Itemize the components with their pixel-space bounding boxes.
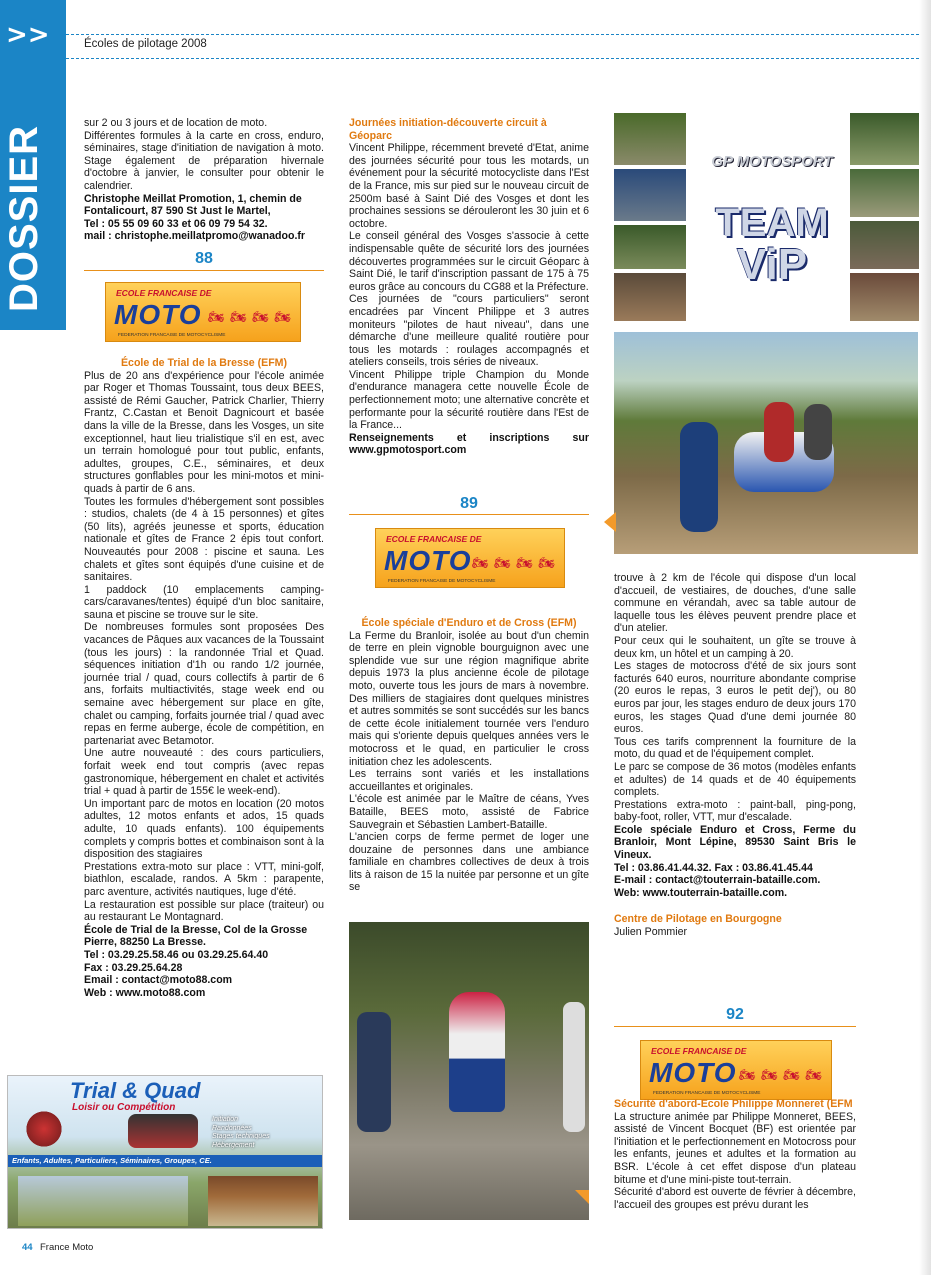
column-1-article: [84, 357, 324, 999]
thumbnail: [850, 169, 920, 217]
header-rule: [66, 34, 919, 35]
section-number: 88: [195, 250, 213, 267]
contact-email: mail : christophe.meillatpromo@wanadoo.fr: [84, 230, 306, 243]
rider-graphic: [764, 402, 794, 462]
contact-address: Christophe Meillat Promotion, 1, chemin de Fontalicourt, 87 590 St Just le Martel,: [84, 192, 302, 218]
paragraph: Pour ceux qui le souhaitent, un gîte se trouve à deux km, un hôtel et un camping à 20.: [614, 634, 856, 660]
rider-graphic: [804, 404, 832, 460]
efm-logo: [640, 1040, 832, 1100]
chalet-graphic: [208, 1176, 318, 1226]
paragraph: La restauration est possible sur place (traiteur) ou au restaurant Le Montagnard.: [84, 898, 324, 924]
page-number: 44: [22, 1242, 33, 1253]
team-brand: GP MOTOSPORT: [711, 153, 833, 170]
contact-fax: Fax : 03.29.25.64.28: [84, 961, 183, 974]
paragraph: Toutes les formules d'hébergement sont possibles : studios, chalets (de 4 à 15 personnes) et gîtes (50 lits), agréés jeunesse et sports, éducation nationale et gîtes de France 2 épis tout confort. Nouveautés pour 2008 : piscine et sauna. Les chalets et gîtes sont équipés d'une cuisine et de sanitaires.: [84, 495, 324, 584]
trial-rider-graphic: [22, 1110, 66, 1148]
thumbnail: [850, 273, 920, 321]
quad-riders-graphic: [128, 1114, 198, 1148]
paragraph: Le parc se compose de 36 motos (modèles enfants et adultes) de 14 quads et de 40 équipements complets.: [614, 760, 856, 799]
logo-subtitle: FEDERATION FRANCAISE DE MOTOCYCLISME: [388, 579, 496, 584]
contact-email: Email : contact@moto88.com: [84, 974, 233, 987]
corner-arrow-icon: [575, 1190, 589, 1204]
column-2-article: [349, 617, 589, 894]
ad-title: Trial & Quad: [70, 1078, 201, 1103]
logo-word: MOTO: [649, 1057, 737, 1088]
paragraph: Les terrains sont variés et les installations accueillantes et originales.: [349, 768, 589, 793]
thumbnail: [614, 169, 686, 221]
paragraph: sur 2 ou 3 jours et de location de moto.: [84, 117, 268, 129]
column-3: [614, 572, 856, 939]
paragraph: 1 paddock (10 emplacements camping-cars/caravanes/tentes) équipé d'un bloc sanitaire, sauna et piscine se trouve sur le site.: [84, 583, 324, 621]
page-edge-shadow: [919, 0, 931, 1275]
article-title: Sécurité d'abord-Ecole Philippe Monneret (EFM: [614, 1098, 853, 1110]
logo-arc-text: ECOLE FRANCAISE DE: [651, 1046, 747, 1056]
rider-icons: 🏍 🏍 🏍 🏍: [208, 309, 292, 324]
enduro-group-photo: [614, 332, 918, 554]
logo-arc-text: ECOLE FRANCAISE DE: [116, 288, 212, 298]
efm-logo: [375, 528, 565, 588]
tab-label: DOSSIER: [2, 124, 46, 312]
ad-band: Enfants, Adultes, Particuliers, Séminaires, Groupes, CE.: [8, 1155, 322, 1167]
paragraph: Sécurité d'abord est ouverte de février à décembre, l'accueil des groupes est prévu durant les: [614, 1186, 856, 1211]
publication-name: France Moto: [40, 1242, 94, 1253]
thumbnail: [614, 273, 686, 321]
author: Julien Pommier: [614, 926, 688, 939]
contact-web: Renseignements et inscriptions sur www.gpmotosport.com: [349, 431, 589, 457]
section-rule: [614, 1026, 856, 1027]
logo-word: MOTO: [384, 545, 472, 576]
section-number: 92: [726, 1006, 744, 1023]
team-vip-collage: [614, 113, 920, 323]
paragraph: Le conseil général des Vosges s'associe à cette indispensable quête de sécurité lors des journées découvertes programmées sur le circuit Géoparc à Saint Dié, le tarif d'inscription passant de 175 à 75 euros grâce au concours du CG88 et la Préfecture.: [349, 230, 589, 293]
efm-logo: [105, 282, 301, 342]
contact-phone: Tel : 05 55 09 60 33 et 06 09 79 54 32.: [84, 217, 268, 230]
logo-arc-text: ECOLE FRANCAISE DE: [386, 534, 482, 544]
paragraph: Prestations extra-moto sur place : VTT, mini-golf, biathlon, escalade, randos. A 5km : parapente, parc aventure, activités nautiques, luge d'été.: [84, 860, 324, 898]
team-line-2: ViP: [736, 240, 808, 289]
paragraph: trouve à 2 km de l'école qui dispose d'un local d'accueil, de vestiaires, de douches, d'une salle commune en véranda​h, avec sa table autour de laquelle tous les élèves peuvent prendre place et d'un atelier.: [614, 572, 856, 635]
section-rule: [84, 270, 324, 271]
paragraph: L'ancien corps de ferme permet de loger une douzaine de personnes dans une ambiance familiale en chambres collectives de deux à trois lits à raison de 15 la nuitée par personne et un gîte se: [349, 831, 589, 894]
rider-graphic: [680, 422, 718, 532]
logo-subtitle: FEDERATION FRANCAISE DE MOTOCYCLISME: [653, 1091, 761, 1096]
thumbnail: [850, 221, 920, 269]
header-rule-bottom: [66, 58, 919, 59]
logo-subtitle: FEDERATION FRANCAISE DE MOTOCYCLISME: [118, 333, 226, 338]
paragraph: Les stages de motocross d'été de six jours sont facturés 640 euros, nourriture abondante comprise (20 euros le repas, 3 euros le petit dej'), ou 80 euros par jour, les stages enduro de deux jours 170 euros, les stages Quad d'une demi journée 80 euros.: [614, 660, 856, 736]
logo-word: MOTO: [114, 299, 202, 330]
paragraph: Plus de 20 ans d'expérience pour l'école animée par Roger et Thomas Toussaint, tous deux BEES, assisté de Rémi Gaucher, Patrick Charlier, Thierry Frantz, C.Castan et Benoit Dagnicourt et basée dans la ville de la Bresse, dans les Vosges, un site exceptionnel, haut lieu trialistique s'il en est, avec un terrain homologué pour tout public, enfants, adultes, groupes, C.E., séminaires, et deux structures gonflables pour les mini-motos et mini-quads à partir de 6 ans.: [84, 369, 324, 495]
paragraph: Prestations extra-moto : paint-ball, ping-pong, baby-foot, roller, VTT, mur d'escalade.: [614, 798, 856, 824]
pointer-arrow-icon: [604, 512, 616, 532]
instructor-graphic: [357, 1012, 391, 1132]
paragraph: Tous ces tarifs comprennent la fourniture de la moto, du quad et de l'équipement complet.: [614, 735, 856, 761]
thumbnail: [614, 225, 686, 269]
column-2: [349, 117, 589, 457]
article-title: École spéciale d'Enduro et de Cross (EFM): [361, 617, 577, 629]
young-rider-graphic: [449, 992, 505, 1112]
contact-web: Web: www.touterrain-bataille.com.: [614, 886, 788, 899]
ad-subtitle: Loisir ou Compétition: [72, 1102, 176, 1113]
paragraph: La structure animée par Philippe Monneret, BEES, assisté de Vincent Bocquet (BF) est orientée par l'initiation et le perfectionnement en Motocross pour les enfants, jeunes et adultes et la formation au BSR. L'école à cet effet dispose d'un plateau bitume et d'une mini-piste tout-terrain.: [614, 1110, 856, 1186]
header-title: Écoles de pilotage 2008: [84, 38, 207, 50]
paragraph: L'école est animée par le Maître de céans, Yves Bataille, BEES moto, assisté de Fabrice Sauvegrain et Sébastien Lambert-Bataille.: [349, 793, 589, 831]
article-title: Centre de Pilotage en Bourgogne: [614, 913, 782, 926]
contact-email: E-mail : contact@touterrain-bataille.com.: [614, 874, 821, 887]
section-tab: [0, 0, 66, 330]
paragraph: Une autre nouveauté : des cours particuliers, forfait week end tout compris (avec repas gastronomique, hébergement en chalet et activités trial + quad à partir de 155€ le week-end).: [84, 747, 324, 798]
column-1: [84, 117, 324, 243]
spacer: [614, 899, 856, 913]
contact-address: Ecole spéciale Enduro et Cross, Ferme du Branloir, Mont Lépine, 89530 Saint Bris le Vineux.: [614, 823, 856, 862]
team-line-1: TEAM: [715, 201, 829, 245]
paragraph: Différentes formules à la carte en cross, enduro, séminaires, stage d'initiation de navigation à moto. Stage également de préparation hivernale d'octobre à janvier, le consulter pour obtenir le calendrier.: [84, 129, 324, 192]
contact-phone: Tel : 03.29.25.58.46 ou 03.29.25.64.40: [84, 948, 269, 961]
contact-address: École de Trial de la Bresse, Col de la Grosse Pierre, 88250 La Bresse.: [84, 923, 308, 949]
paragraph: La Ferme du Branloir, isolée au bout d'un chemin de terre en plein vignoble bourguignon avec une splendide vue sur une région magnifique abrite depuis 1973 la plus ancienne école de pilotage moto, ouverte tous les jours de mars à novembre. Des milliers de stagiaires dont quelques ministres et autres sommités se sont succédés sur les bancs de cette école initialement tournée vers l'enduro mais qui s'oriente depuis quelques années vers le motocross et le quad, en particulier le cross initiation chez les adolescents.: [349, 629, 589, 768]
rider-icons: 🏍 🏍 🏍 🏍: [472, 555, 556, 570]
thumbnail: [614, 113, 686, 165]
paragraph: De nombreuses formules sont proposées Des vacances de Pâques aux vacances de la Toussaint (tous les jours) : la randonnée Trial et Quad. séquences initiation d'1h ou rando 1/2 journée, journée trial / quad, cours collectifs à partir de 6 ans, forfaits multiactivités, stage week end ou semaine avec hébergement sur place en gîte, chalet ou camping, forfaits journée trial / quad avec repas en ferme auberge, école de compétition, en partenariat avec Betamotor.: [84, 621, 324, 747]
contact-web: Web : www.moto88.com: [84, 986, 206, 999]
paragraph: Un important parc de motos en location (20 motos adultes, 12 motos enfants et ados, 15 quads adulte, 10 quads enfants). 100 équipements complets y compris bottes et combinaison sont à la disposition des stagiaires: [84, 797, 324, 861]
section-number: 89: [460, 495, 478, 512]
article-title: Journées initiation-découverte circuit à Géoparc: [349, 117, 547, 142]
paragraph: Ces journées de "cours particuliers" seront encadrées par Vincent Philippe et 3 autres moniteurs "pilotes de haut niveau", dans une démarche d'une meilleure qualité routière pour tous les motards : roulages accompagnés et ateliers conseils, trois séries de niveaux.: [349, 293, 589, 369]
paddock-graphic: [18, 1176, 188, 1226]
tab-arrows: >>: [6, 20, 50, 50]
paragraph: Vincent Philippe triple Champion du Monde d'endurance managera cette nouvelle École de perfectionnement moto; une alternative concrète et performante pour la sécurité routière dans l'Est de la France...: [349, 368, 589, 432]
spectator-graphic: [563, 1002, 585, 1132]
kid-motocross-photo: [349, 922, 589, 1220]
section-rule: [349, 514, 589, 515]
trial-quad-ad: [7, 1075, 323, 1229]
thumbnail: [850, 113, 920, 165]
paragraph: Vincent Philippe, récemment breveté d'Etat, anime des journées sécurité pour tous les motards, un événement pour la sécurité motocycliste dans l'Est de la France, mis sur pied sur le nouveau circuit de 2500m basé à Saint Dié des Vosges et dont les prochaines sessions se dérouleront les 30 juin et 6 octobre.: [349, 142, 589, 230]
article-title: École de Trial de la Bresse (EFM): [120, 357, 288, 369]
ad-bullets: Initiation Randonnées Stages techniques Hébergement: [212, 1116, 270, 1149]
rider-icons: 🏍 🏍 🏍 🏍: [739, 1067, 823, 1082]
contact-phone: Tel : 03.86.41.44.32. Fax : 03.86.41.45.44: [614, 861, 813, 874]
column-3-article: [614, 1098, 856, 1211]
